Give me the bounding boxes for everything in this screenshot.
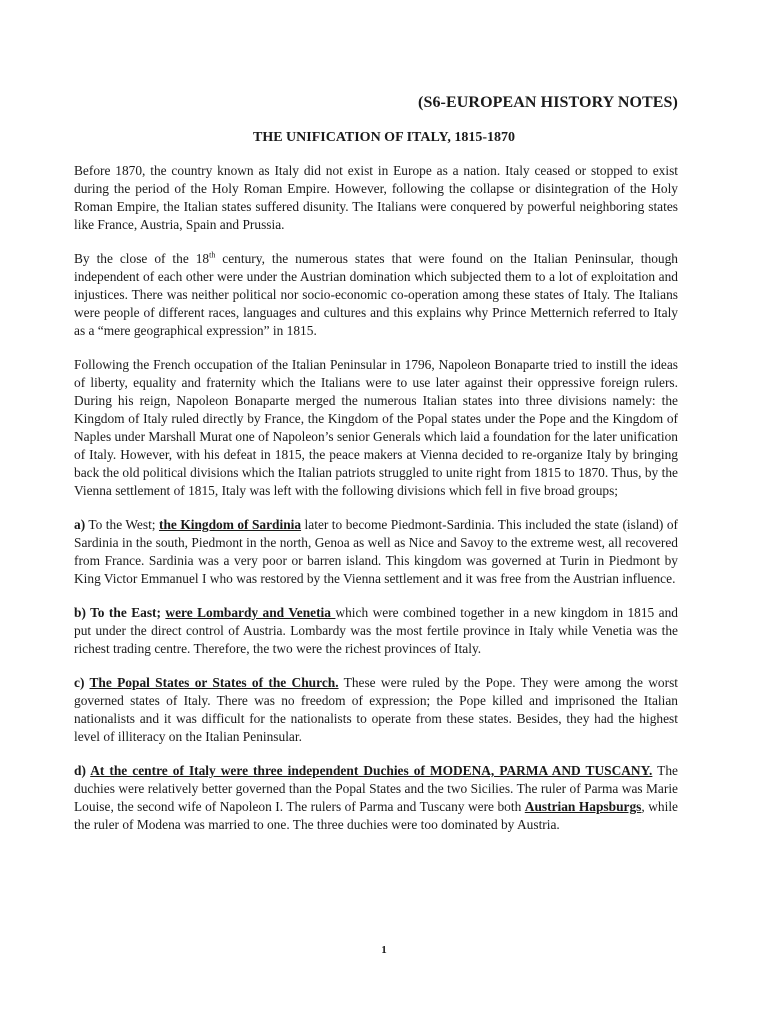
paragraph-text: later to become Piedmont-Sardinia. This included the state (island) of Sardinia in the south, Piedmont in the north, Genoa as well as Nice and Savoy to the extreme west, all recovered from France. Sardinia was a very poor or barren island. This kingdom was governed at Turin in Piedmont by King Victor Emmanuel I who was restored by the Vienna settlement and it was free from the Austrian influence.: [74, 517, 678, 586]
paragraph-d-duchies: [74, 762, 678, 834]
paragraph-text: The duchies were relatively better governed than the Popal States and the two Sicilies. The ruler of Parma was Marie Louise, the second wife of Napoleon I. The rulers of Parma and Tuscany were both: [74, 763, 678, 814]
paragraph-text: To the West;: [85, 517, 159, 532]
underlined-heading: the Kingdom of Sardinia: [159, 517, 302, 532]
paragraph-b-lombardy-venetia: [74, 604, 678, 658]
paragraph-napoleon: Following the French occupation of the Italian Peninsular in 1796, Napoleon Bonaparte tried to instill the ideas of liberty, equality and fraternity which the Italians were to use later against their oppressive foreign rulers. During his reign, Napoleon Bonaparte merged the numerous Italian states into three divisions namely: the Kingdom of Italy ruled directly by France, the Kingdom of the Popal states under the Pope and the Kingdom of Naples under Marshall Murat one of Napoleon’s senior Generals which laid a foundation for the later unification of Italy. However, with his defeat in 1815, the peace makers at Vienna decided to re-organize Italy by bringing back the old political divisions which the Italian patriots struggled to unite right from 1815 to 1870. Thus, by the Vienna settlement of 1815, Italy was left with the following divisions which fell in five broad groups;: [74, 357, 678, 498]
paragraph-text: By the close of the 18: [74, 251, 210, 266]
document-body: [74, 162, 678, 850]
paragraph-a-sardinia: [74, 516, 678, 588]
list-marker: c): [74, 675, 90, 690]
paragraph-intro: Before 1870, the country known as Italy did not exist in Europe as a nation. Italy ceased or stopped to exist during the period of the Holy Roman Empire. However, following the collapse or disintegration of the Holy Roman Empire, the Italian states suffered disunity. The Italians were conquered by powerful neighboring states like France, Austria, Spain and Prussia.: [74, 163, 678, 232]
document-header: (S6-EUROPEAN HISTORY NOTES): [418, 94, 678, 111]
underlined-heading: The Popal States or States of the Church.: [89, 675, 339, 690]
paragraph-c-popal-states: [74, 674, 678, 746]
underlined-term: Austrian Hapsburgs: [524, 799, 642, 814]
list-marker: d): [74, 763, 91, 778]
paragraph-text: century, the numerous states that were found on the Italian Peninsular, though independent of each other were under the Austrian domination which subjected them to a lot of exploitation and injustices. There was neither political nor socio-economic co-operation among these states of Italy. The Italians were people of different races, languages and cultures and this explains why Prince Metternich referred to Italy as a “mere geographical expression” in 1815.: [74, 251, 678, 338]
superscript: th: [209, 250, 216, 260]
document-title: THE UNIFICATION OF ITALY, 1815-1870: [252, 130, 516, 145]
paragraph-18th-century: [74, 250, 678, 340]
page-number: 1: [381, 944, 387, 956]
paragraph-text: These were ruled by the Pope. They were among the worst governed states of Italy. There was no freedom of expression; the Pope killed and imprisoned the Italian nationalists and it was difficult for the nationalists to operate from these states. Besides, they had the highest level of illiteracy on the Italian Peninsular.: [74, 675, 679, 744]
paragraph-text: which were combined together in a new kingdom in 1815 and put under the direct control of Austria. Lombardy was the most fertile province in Italy while Venetia was the richest trading centre. Therefore, the two were the richest provinces of Italy.: [74, 605, 678, 656]
underlined-heading: were Lombardy and Venetia: [165, 605, 336, 620]
list-marker: b) To the East;: [74, 605, 166, 620]
list-marker: a): [74, 517, 86, 532]
underlined-heading: At the centre of Italy were three independent Duchies of MODENA, PARMA AND TUSCANY.: [90, 763, 653, 778]
paragraph-text: , while the ruler of Modena was married to one. The three duchies were too dominated by Austria.: [74, 799, 678, 832]
